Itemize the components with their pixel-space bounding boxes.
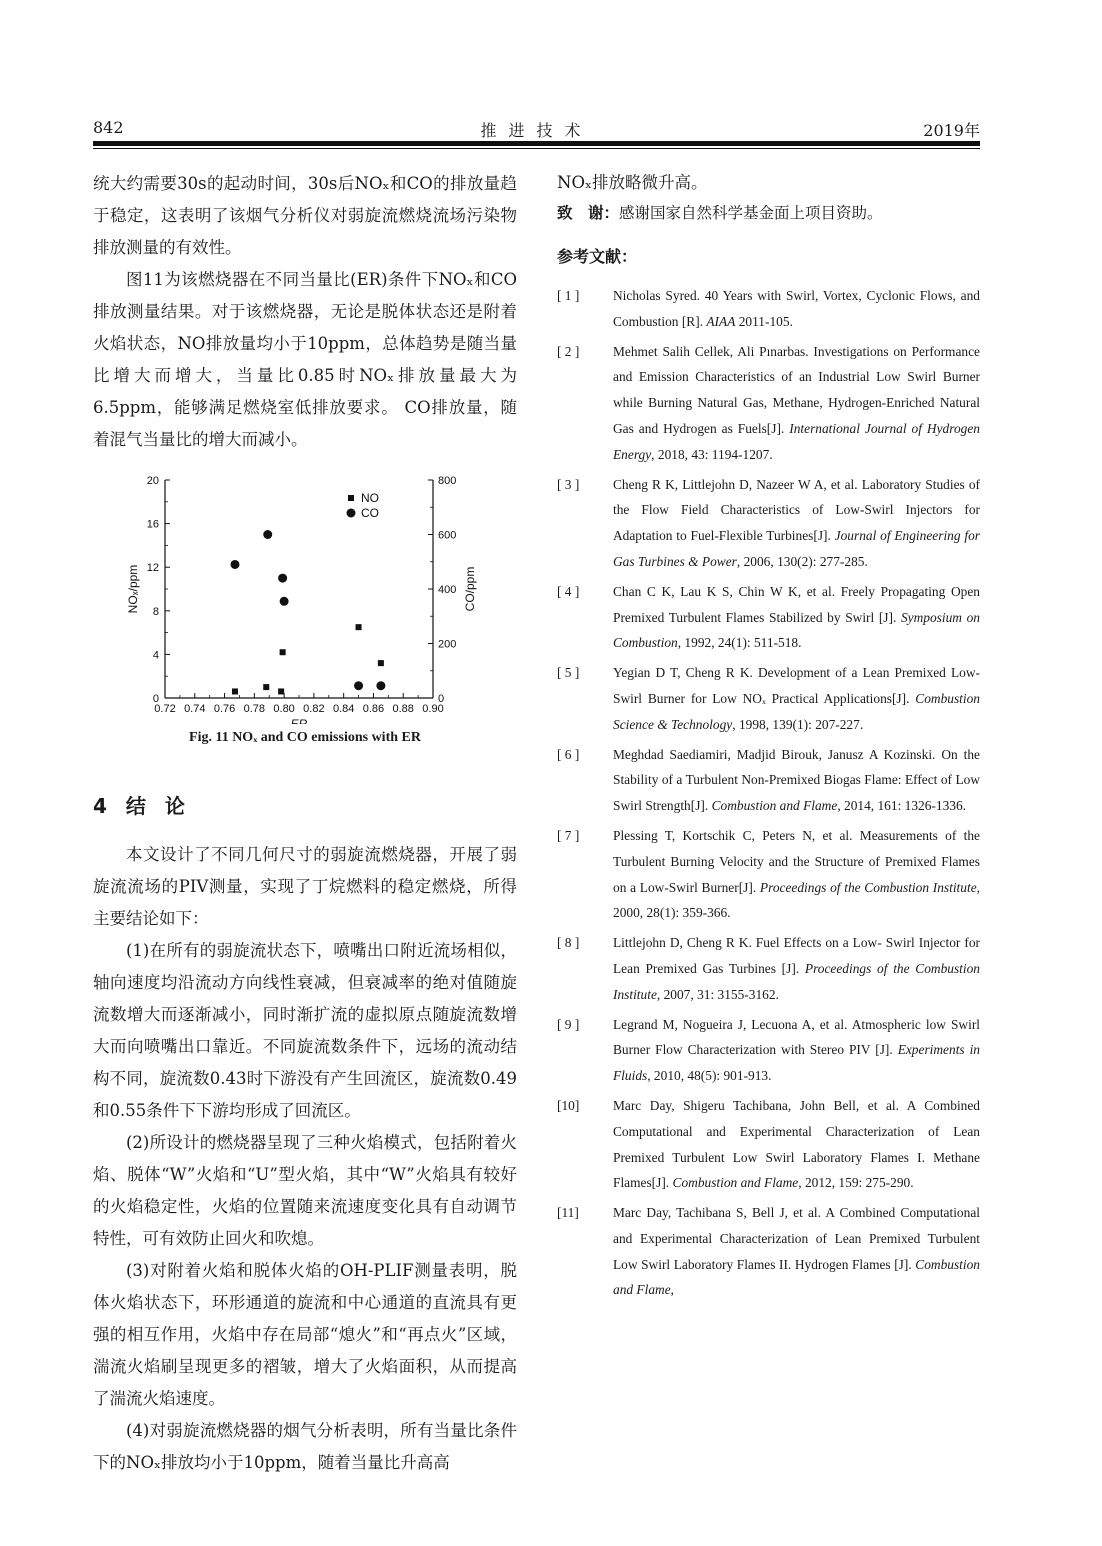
x-tick-label: 0.84 <box>332 703 355 715</box>
reference-number: [10] <box>557 1097 580 1113</box>
reference-number: [ 5 ] <box>557 665 580 681</box>
co-data-point <box>280 597 289 606</box>
co-data-point <box>263 530 272 539</box>
reference-details: , 2000, 28(1): 359-366. <box>613 879 980 921</box>
right-column <box>557 168 980 1307</box>
emissions-scatter-chart <box>93 462 517 724</box>
reference-source: Experiments in Fluids <box>613 1042 980 1084</box>
y-right-tick-label: 400 <box>438 584 457 596</box>
reference-item <box>557 1200 980 1303</box>
reference-details: , 1998, 139(1): 207-227. <box>732 716 864 732</box>
reference-source: Journal of Engineering for Gas Turbines & Power <box>613 528 980 569</box>
y-left-axis-label: NOₓ/ppm <box>126 564 140 614</box>
reference-source: Symposium on Combustion <box>613 609 980 651</box>
x-tick-label: 0.78 <box>243 703 266 715</box>
reference-source: Proceedings of the Combustion Institute <box>759 879 977 895</box>
co-data-point <box>376 681 385 690</box>
paragraph: (3)对附着火焰和脱体火焰的OH-PLIF测量表明，脱体火焰状态下，环形通道的旋流和中心通道的直流具有更强的相互作用，火焰中存在局部“熄火”和“再点火”区域，湍流火焰刷呈现更多的褶皱，增大了火焰面积，从而提高了湍流火焰速度。 <box>93 1261 517 1408</box>
reference-details: 2011-105. <box>735 313 793 329</box>
y-left-tick-label: 8 <box>152 605 159 618</box>
reference-text: Legrand M, Nogueira J, Lecuona A, et al. Atmospheric low Swirl Burner Flow Characterization with Stereo PIV [J]. <box>613 1016 980 1058</box>
reference-details: , 2007, 31: 3155-3162. <box>656 986 779 1002</box>
y-left-tick-label: 16 <box>146 518 159 531</box>
reference-source: Combustion and Flame <box>672 1175 799 1191</box>
co-data-point <box>278 574 287 583</box>
y-right-axis-label: CO/ppm <box>463 566 477 612</box>
paragraph: (2)所设计的燃烧器呈现了三种火焰模式，包括附着火焰、脱体“W”火焰和“U”型火焰，其中“W”火焰具有较好的火焰稳定性，火焰的位置随来流速度变化具有自动调节特性，可有效防止回火和吹熄。 <box>93 1133 517 1248</box>
y-left-tick-label: 12 <box>146 562 159 575</box>
paragraph: (4)对弱旋流燃烧器的烟气分析表明，所有当量比条件下的NOₓ排放均小于10ppm，随着当量比升高高 <box>93 1421 517 1472</box>
reference-source: Combustion and Flame <box>613 1256 980 1298</box>
no-data-point <box>280 649 286 655</box>
x-tick-label: 0.90 <box>422 703 444 715</box>
section-heading: 4 结 论 <box>93 794 191 818</box>
reference-text: Plessing T, Kortschik C, Peters N, et al. Measurements of the Turbulent Burning Velocity and the Structure of Premixed Flames on a Low-Swirl Burner[J]. <box>613 827 980 895</box>
no-data-point <box>378 660 384 666</box>
figure-caption: Fig. 11 NOₓ and CO emissions with ER <box>189 730 421 745</box>
reference-text: Yegian D T, Cheng R K. Development of a Lean Premixed Low-Swirl Burner for Low NOₓ Practical Applications[J]. <box>613 665 980 706</box>
x-tick-label: 0.76 <box>213 703 236 715</box>
reference-number: [ 9 ] <box>557 1016 580 1032</box>
x-tick-label: 0.86 <box>362 703 385 715</box>
legend-co-label: CO <box>361 506 379 520</box>
references-heading: 参考文献： <box>557 247 638 266</box>
co-data-point <box>354 681 363 690</box>
paragraph: 本文设计了不同几何尺寸的弱旋流燃烧器，开展了弱旋流流场的PIV测量，实现了丁烷燃料的稳定燃烧，所得主要结论如下： <box>93 845 517 928</box>
reference-number: [ 8 ] <box>557 935 580 951</box>
reference-list <box>557 283 980 1303</box>
reference-item <box>557 930 980 1007</box>
reference-details: , <box>670 1282 675 1298</box>
left-column <box>93 168 517 1479</box>
reference-text: Chan C K, Lau K S, Chin W K, et al. Freely Propagating Open Premixed Turbulent Flames Stabilized by Swirl [J]. <box>613 583 980 625</box>
paragraph: (1)在所有的弱旋流状态下，喷嘴出口附近流场相似，轴向速度均沿流动方向线性衰减，但衰减率的绝对值随旋流数增大而逐渐减小，同时渐扩流的虚拟原点随旋流数增大而向喷嘴出口靠近。不同旋流数条件下，远场的流动结构不同，旋流数0.43时下游没有产生回流区，旋流数0.49和0.55条件下下游均形成了回流区。 <box>93 941 517 1120</box>
x-tick-label: 0.74 <box>184 703 206 715</box>
co-data-point <box>230 560 239 569</box>
paragraph: 统大约需要30s的起动时间，30s后NOₓ和CO的排放量趋于稳定，这表明了该烟气分析仪对弱旋流燃烧流场污染物排放测量的有效性。 <box>93 174 517 257</box>
reference-item <box>557 1012 980 1089</box>
reference-details: , 2014, 161: 1326-1336. <box>837 798 967 814</box>
reference-source: Proceedings of the Combustion Institute <box>613 960 980 1002</box>
header-rule-thick <box>93 141 980 146</box>
reference-source: International Journal of Hydrogen Energy <box>613 420 980 462</box>
x-tick-label: 0.82 <box>303 703 325 715</box>
reference-item <box>557 660 980 737</box>
reference-number: [ 1 ] <box>557 288 580 303</box>
figure-11 <box>93 462 517 728</box>
reference-item <box>557 579 980 656</box>
header-rule-thin <box>93 148 980 149</box>
y-left-tick-label: 20 <box>146 475 159 487</box>
reference-number: [ 6 ] <box>557 746 580 762</box>
reference-item <box>557 472 980 575</box>
no-data-point <box>356 624 362 630</box>
legend-no-marker <box>348 495 354 501</box>
journal-title: 推进技术 <box>480 121 593 140</box>
y-right-tick-label: 0 <box>438 693 445 705</box>
x-tick-label: 0.72 <box>154 703 176 715</box>
x-axis-label: ER <box>290 717 308 724</box>
legend-co-marker <box>347 509 356 518</box>
acknowledgement <box>557 198 980 228</box>
reference-number: [ 3 ] <box>557 476 580 492</box>
reference-number: [ 7 ] <box>557 827 580 843</box>
reference-details: , 2010, 48(5): 901-913. <box>647 1068 772 1084</box>
reference-item <box>557 742 980 819</box>
page-number: 842 <box>93 118 124 137</box>
y-left-tick-label: 0 <box>152 693 159 705</box>
reference-source: AIAA <box>706 313 736 329</box>
reference-item <box>557 283 980 335</box>
legend-no-label: NO <box>361 491 379 505</box>
reference-text: Nicholas Syred. 40 Years with Swirl, Vortex, Cyclonic Flows, and Combustion [R]. <box>613 288 980 329</box>
no-data-point <box>278 688 284 694</box>
reference-text: Cheng R K, Littlejohn D, Nazeer W A, et al. Laboratory Studies of the Flow Field Characteristics of Low-Swirl Injectors for Adaptation to Fuel-Flexible Turbines[J]. <box>613 476 980 544</box>
reference-item <box>557 339 980 468</box>
reference-text: Marc Day, Tachibana S, Bell J, et al. A Combined Computational and Experimental Characterization of Lean Premixed Turbulent Low Swirl Laboratory Flames II. Hydrogen Flames [J]. <box>613 1205 980 1272</box>
paragraph: NOₓ排放略微升高。 <box>557 173 708 192</box>
y-left-tick-label: 4 <box>152 649 159 662</box>
x-tick-label: 0.80 <box>273 703 295 715</box>
reference-text: Marc Day, Shigeru Tachibana, John Bell, et al. A Combined Computational and Experimental Characterization of Lean Premixed Turbulent Low Swirl Laboratory Flames I. Methane Flames[J]. <box>613 1097 980 1191</box>
reference-number: [ 2 ] <box>557 343 580 359</box>
reference-item <box>557 1093 980 1196</box>
reference-details: , 1992, 24(1): 511-518. <box>677 635 802 651</box>
reference-text: Littlejohn D, Cheng R K. Fuel Effects on a Low- Swirl Injector for Lean Premixed Gas Turbines [J]. <box>613 935 980 976</box>
page-header <box>93 118 980 140</box>
reference-text: Meghdad Saediamiri, Madjid Birouk, Janusz A Kozinski. On the Stability of a Turbulent Non-Premixed Biogas Flame: Effect of Low Swirl Strength[J]. <box>613 746 980 814</box>
publication-year: 2019年 <box>923 121 980 140</box>
reference-source: Combustion Science & Technology <box>613 690 980 732</box>
reference-text: Mehmet Salih Cellek, Ali Pınarbas. Investigations on Performance and Emission Characteristics of an Industrial Low Swirl Burner while Burning Natural Gas, Methane, Hydrogen-Enriched Natural Gas and Hydrogen as Fuels[J]. <box>613 343 980 436</box>
y-right-tick-label: 200 <box>438 638 457 651</box>
acknowledgement-label: 致 谢： <box>557 204 620 222</box>
y-right-tick-label: 800 <box>438 475 457 487</box>
reference-details: , 2018, 43: 1194-1207. <box>651 446 773 462</box>
x-tick-label: 0.88 <box>392 703 414 715</box>
y-right-tick-label: 600 <box>438 529 457 542</box>
reference-number: [ 4 ] <box>557 583 580 599</box>
no-data-point <box>263 684 269 690</box>
reference-number: [11] <box>557 1205 579 1221</box>
reference-details: , 2006, 130(2): 277-285. <box>736 553 868 569</box>
acknowledgement-text: 感谢国家自然科学基金面上项目资助。 <box>619 204 883 222</box>
no-data-point <box>232 688 238 694</box>
reference-details: , 2012, 159: 275-290. <box>798 1175 914 1191</box>
reference-item <box>557 823 980 926</box>
reference-source: Combustion and Flame <box>711 798 838 814</box>
paragraph: 图11为该燃烧器在不同当量比(ER)条件下NOₓ和CO排放测量结果。对于该燃烧器，无论是脱体状态还是附着火焰状态，NO排放量均小于10ppm，总体趋势是随当量比增大而增大，当量比0.85时NOₓ排放量最大为6.5ppm，能够满足燃烧室低排放要求。 CO排放量，随着混气当量比的增大而减小。 <box>93 270 517 449</box>
